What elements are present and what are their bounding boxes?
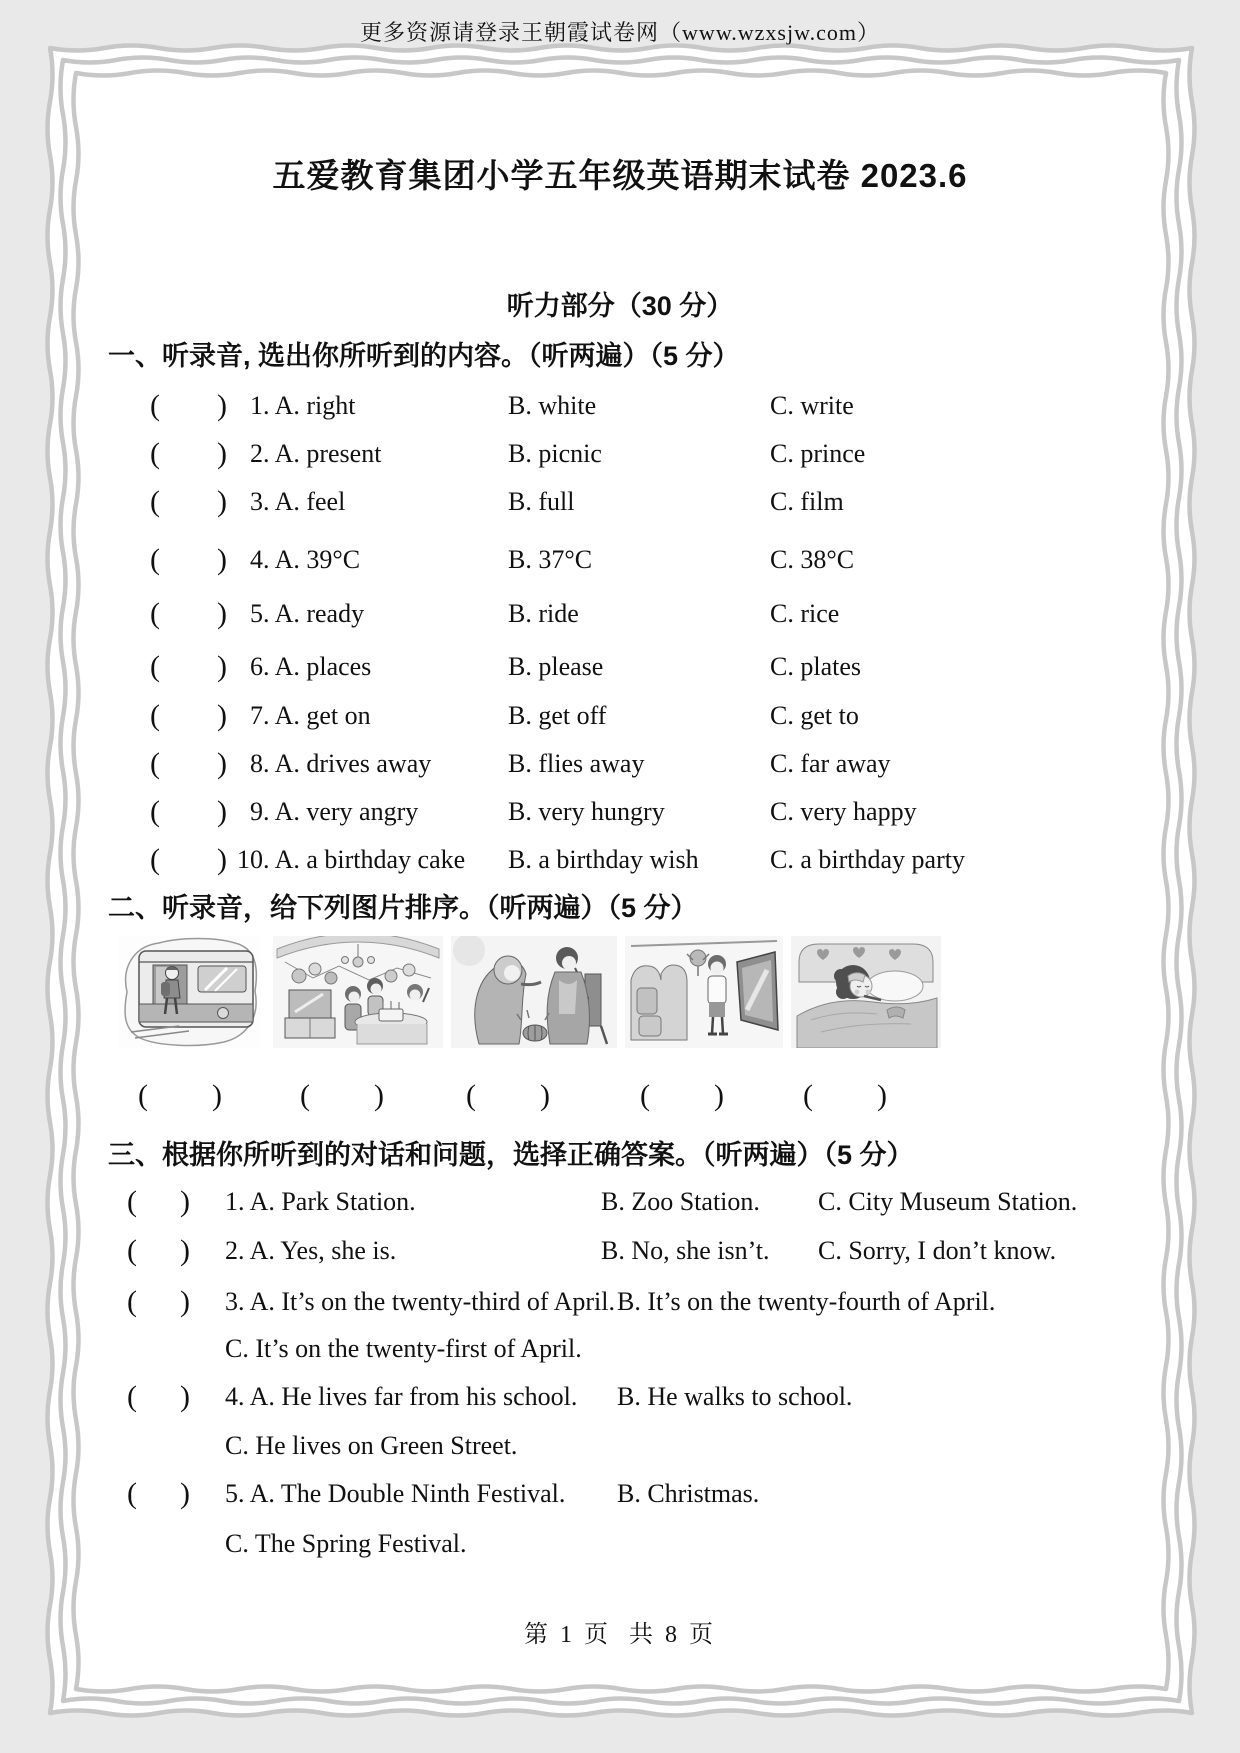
question-row: [150, 433, 1160, 475]
answer-blank: (: [127, 1185, 137, 1218]
answer-blank: ): [540, 1079, 550, 1112]
option-c: C. get to: [770, 701, 859, 730]
answer-blank: (: [127, 1380, 137, 1413]
option-c: C. prince: [770, 439, 866, 468]
order-blank: [138, 1076, 222, 1116]
question-row-continuation: [127, 1425, 1187, 1467]
option-a: 10. A. a birthday cake: [237, 845, 466, 874]
answer-blank: (: [466, 1079, 476, 1112]
answer-blank: ): [180, 1380, 190, 1413]
answer-blank: (: [640, 1079, 650, 1112]
answer-blank: (: [150, 650, 160, 683]
option-a: 9. A. very angry: [250, 797, 419, 826]
option-c: C. He lives on Green Street.: [225, 1431, 518, 1460]
order-blank: [466, 1076, 550, 1116]
answer-blank: ): [217, 699, 227, 732]
answer-blank: (: [150, 485, 160, 518]
answer-blank: ): [374, 1079, 384, 1112]
answer-blank: ): [217, 843, 227, 876]
answer-blank: ): [217, 597, 227, 630]
option-b: B. full: [508, 487, 575, 516]
option-c: C. plates: [770, 652, 861, 681]
answer-blank: (: [150, 543, 160, 576]
order-blank: [300, 1076, 384, 1116]
option-b: B. Christmas.: [617, 1479, 760, 1508]
option-a: 1. A. right: [250, 391, 356, 420]
answer-blank: (: [150, 437, 160, 470]
answer-blank: (: [127, 1234, 137, 1267]
answer-blank: (: [150, 389, 160, 422]
option-b: B. very hungry: [508, 797, 665, 826]
question-row: [150, 646, 1160, 688]
answer-blank: (: [127, 1477, 137, 1510]
option-a: 2. A. present: [250, 439, 382, 468]
answer-blank: (: [150, 699, 160, 732]
question-row: [150, 839, 1160, 881]
answer-blank: ): [180, 1185, 190, 1218]
page-number: 第 1 页 共 8 页: [524, 1622, 716, 1648]
answer-blank: (: [138, 1079, 148, 1112]
answer-blank: ): [180, 1234, 190, 1267]
option-b: B. He walks to school.: [617, 1382, 853, 1411]
question-row: [127, 1281, 1187, 1323]
answer-blank: ): [217, 437, 227, 470]
answer-blank: ): [217, 389, 227, 422]
question-row: [150, 481, 1160, 523]
option-b: B. ride: [508, 599, 579, 628]
answer-blank: ): [217, 747, 227, 780]
option-b: B. please: [508, 652, 604, 681]
option-a: 4. A. He lives far from his school.: [225, 1382, 578, 1411]
option-b: B. No, she isn’t.: [601, 1236, 770, 1265]
order-blank: [803, 1076, 887, 1116]
question-row: [150, 743, 1160, 785]
answer-blank: (: [300, 1079, 310, 1112]
order-blank: [640, 1076, 724, 1116]
option-c: C. far away: [770, 749, 891, 778]
question-row: [150, 593, 1160, 635]
question-row-continuation: [127, 1328, 1187, 1370]
answer-blank: (: [150, 843, 160, 876]
option-b: B. white: [508, 391, 597, 420]
answer-blank: ): [217, 543, 227, 576]
answer-blank: ): [180, 1285, 190, 1318]
answer-blank: ): [877, 1079, 887, 1112]
part1-heading: 一、听录音, 选出你所听到的内容。（听两遍）（5 分）: [108, 341, 740, 371]
answer-blank: ): [714, 1079, 724, 1112]
question-row-continuation: [127, 1523, 1187, 1565]
question-row: [127, 1230, 1187, 1272]
picture-sick-in-bed: [791, 936, 941, 1048]
answer-blank: (: [127, 1285, 137, 1318]
option-c: C. very happy: [770, 797, 917, 826]
question-row: [150, 385, 1160, 427]
page-title: 五爱教育集团小学五年级英语期末试卷 2023.6: [272, 157, 968, 194]
option-a: 3. A. feel: [250, 487, 346, 516]
part3-heading: 三、根据你所听到的对话和问题，选择正确答案。（听两遍）（5 分）: [108, 1140, 914, 1170]
option-c: C. write: [770, 391, 854, 420]
option-b: B. flies away: [508, 749, 645, 778]
option-c: C. film: [770, 487, 844, 516]
answer-blank: ): [180, 1477, 190, 1510]
picture-birthday-party: [273, 936, 443, 1048]
option-c: C. It’s on the twenty-first of April.: [225, 1334, 582, 1363]
option-c: C. Sorry, I don’t know.: [818, 1236, 1057, 1265]
option-a: 3. A. It’s on the twenty-third of April.: [225, 1287, 615, 1316]
option-c: C. City Museum Station.: [818, 1187, 1078, 1216]
option-b: B. picnic: [508, 439, 602, 468]
question-row: [150, 539, 1160, 581]
answer-blank: ): [212, 1079, 222, 1112]
picture-boarding-train: [119, 936, 261, 1048]
answer-blank: (: [803, 1079, 813, 1112]
option-a: 5. A. The Double Ninth Festival.: [225, 1479, 566, 1508]
question-row: [127, 1181, 1187, 1223]
question-row: [127, 1473, 1187, 1515]
option-b: B. Zoo Station.: [601, 1187, 760, 1216]
option-b: B. a birthday wish: [508, 845, 699, 874]
picture-fairy-and-woman: [451, 936, 617, 1048]
option-a: 2. A. Yes, she is.: [225, 1236, 397, 1265]
option-a: 6. A. places: [250, 652, 372, 681]
listening-section-heading: 听力部分（30 分）: [506, 291, 734, 321]
answer-blank: (: [150, 597, 160, 630]
option-b: B. 37°C: [508, 545, 593, 574]
answer-blank: (: [150, 747, 160, 780]
answer-blank: ): [217, 795, 227, 828]
option-b: B. It’s on the twenty-fourth of April.: [617, 1287, 996, 1316]
question-row: [150, 791, 1160, 833]
option-c: C. a birthday party: [770, 845, 965, 874]
answer-blank: ): [217, 650, 227, 683]
option-a: 4. A. 39°C: [250, 545, 361, 574]
option-a: 5. A. ready: [250, 599, 365, 628]
answer-blank: (: [150, 795, 160, 828]
option-c: C. 38°C: [770, 545, 855, 574]
option-a: 8. A. drives away: [250, 749, 432, 778]
part2-heading: 二、听录音，给下列图片排序。（听两遍）（5 分）: [108, 893, 698, 923]
option-c: C. The Spring Festival.: [225, 1529, 467, 1558]
option-a: 1. A. Park Station.: [225, 1187, 416, 1216]
question-row: [150, 695, 1160, 737]
option-a: 7. A. get on: [250, 701, 371, 730]
option-b: B. get off: [508, 701, 607, 730]
picture-boy-watching-tv: [625, 936, 783, 1048]
option-c: C. rice: [770, 599, 840, 628]
question-row: [127, 1376, 1187, 1418]
answer-blank: ): [217, 485, 227, 518]
site-note: 更多资源请登录王朝霞试卷网（www.wzxsjw.com）: [360, 20, 880, 45]
